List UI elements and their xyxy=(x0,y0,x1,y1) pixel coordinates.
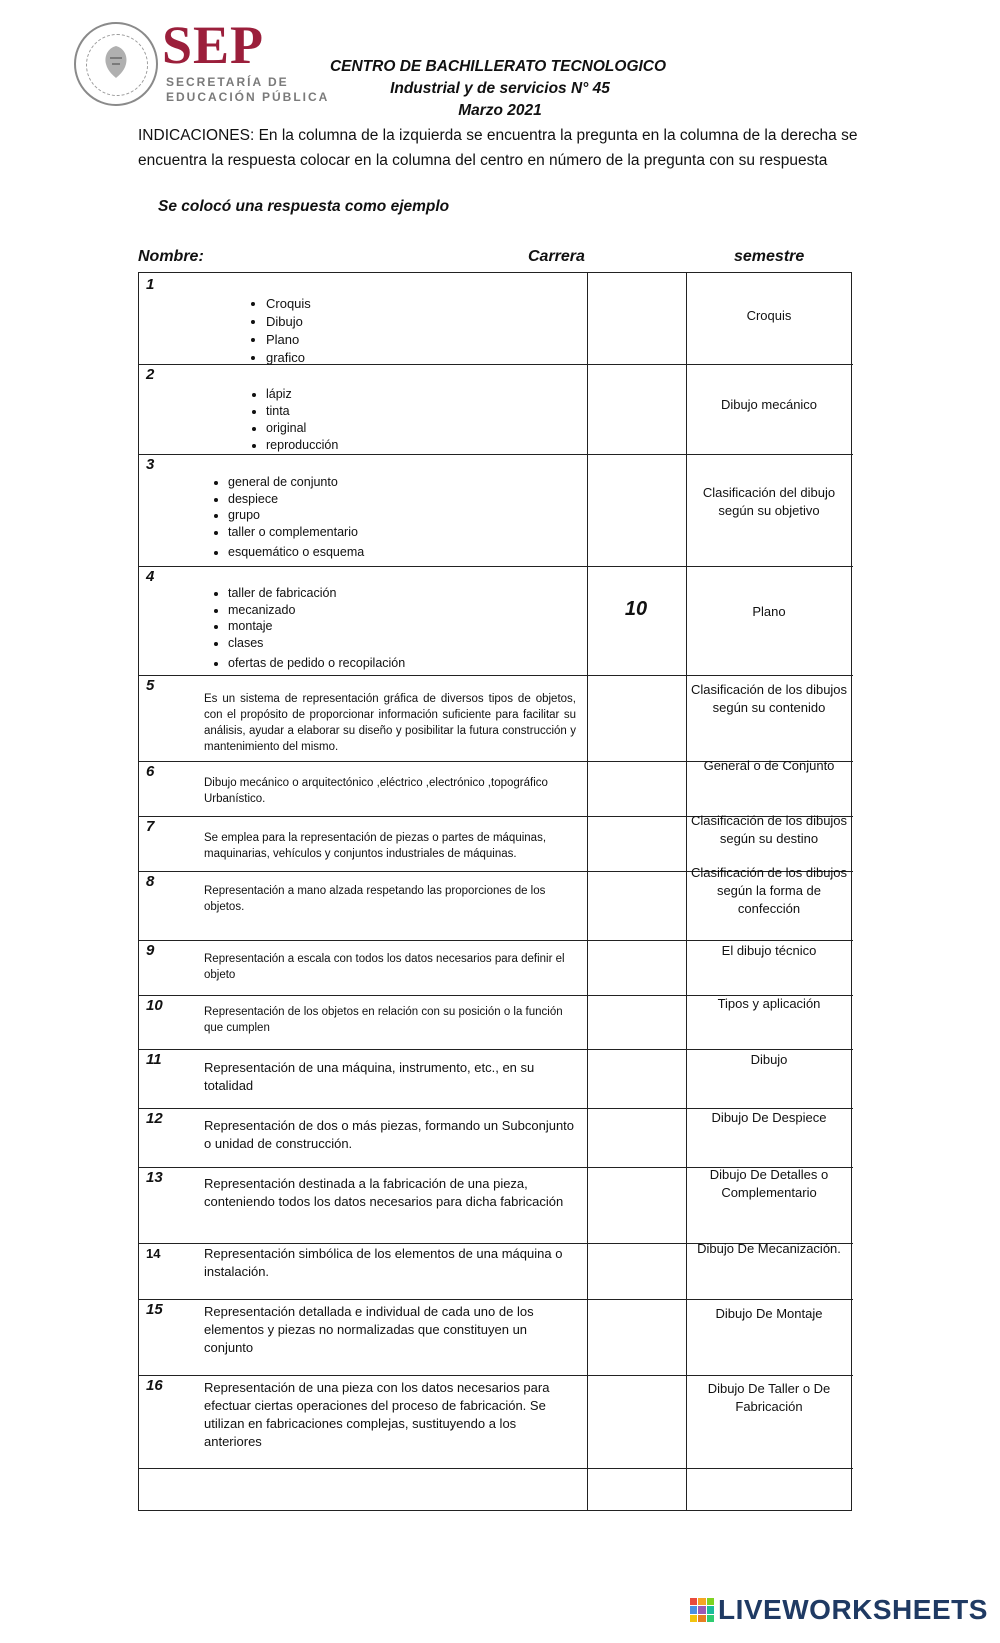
answer-text: Clasificación de los dibujos según la forma de confección xyxy=(690,865,848,916)
question-number: 8 xyxy=(146,873,155,890)
answer-text: Clasificación del dibujo según su objetivo xyxy=(702,485,836,518)
question-number: 4 xyxy=(146,568,155,585)
question-text: Representación de una pieza con los datos necesarios para efectuar ciertas operaciones del proceso de fabricación. Se utilizan en fabricaciones complejas, sustituyendo a los anteriores xyxy=(204,1380,550,1449)
list-item: • reproducción xyxy=(266,437,338,454)
question-number: 13 xyxy=(146,1169,163,1186)
question-text: Dibujo mecánico o arquitectónico ,eléctrico ,electrónico ,topográfico Urbanístico. xyxy=(204,777,548,805)
career-label: Carrera xyxy=(528,248,585,265)
question-number: 9 xyxy=(146,942,155,959)
question-number: 14 xyxy=(146,1246,161,1261)
question-number: 6 xyxy=(146,763,155,780)
liveworksheets-brand xyxy=(690,1594,988,1626)
name-label: Nombre: xyxy=(138,248,204,265)
answer-text: Dibujo De Mecanización. xyxy=(697,1241,841,1256)
answer-text: Clasificación de los dibujos según su destino xyxy=(690,813,848,846)
question-text: Representación a mano alzada respetando las proporciones de los objetos. xyxy=(204,885,546,913)
answer-text: El dibujo técnico xyxy=(721,943,817,958)
answer-text: General o de Conjunto xyxy=(703,758,835,773)
question-2-list xyxy=(248,386,338,454)
question-text: Representación detallada e individual de cada uno de los elementos y piezas no normalizadas que constituyen un conjunto xyxy=(204,1304,534,1355)
question-number: 3 xyxy=(146,456,155,473)
question-text: Representación destinada a la fabricación de una pieza, conteniendo todos los datos necesarios para dicha fabricación xyxy=(204,1176,564,1209)
list-item: • taller de fabricación xyxy=(228,585,405,602)
list-item: • Dibujo xyxy=(266,313,311,331)
list-item: • lápiz xyxy=(266,386,338,403)
list-item: • Plano xyxy=(266,331,311,349)
example-answer-number[interactable]: 10 xyxy=(624,598,648,620)
question-4-list xyxy=(210,585,405,672)
question-1-list xyxy=(248,295,311,367)
question-number: 5 xyxy=(146,677,155,694)
answer-text: Clasificación de los dibujos según su contenido xyxy=(690,682,848,715)
example-note: Se colocó una respuesta como ejemplo xyxy=(158,198,450,215)
list-item: • taller o complementario xyxy=(228,524,364,541)
question-number: 2 xyxy=(146,366,155,383)
question-text: Es un sistema de representación gráfica de diversos tipos de objetos, con el propósito de proporcionar información suficiente para facilitar su análisis, ayudar a elaborar su diseño y posibilitar la futura construcción y mantenimiento del mismo. xyxy=(204,693,576,753)
answer-text: Dibujo De Despiece xyxy=(711,1110,827,1125)
answer-text: Dibujo De Taller o De Fabricación xyxy=(707,1381,831,1414)
sep-logo-line2: EDUCACIÓN PÚBLICA xyxy=(166,90,330,104)
question-3-list xyxy=(210,474,364,561)
sep-logo-title: SEP xyxy=(162,15,265,75)
question-text: Representación simbólica de los elementos de una máquina o instalación. xyxy=(204,1246,563,1279)
list-item: • grafico xyxy=(266,349,311,367)
list-item: • ofertas de pedido o recopilación xyxy=(228,655,405,672)
question-number: 1 xyxy=(146,276,155,293)
question-text: Representación de los objetos en relación con su posición o la función que cumplen xyxy=(204,1006,563,1034)
answer-text: Dibujo xyxy=(750,1052,788,1067)
question-number: 16 xyxy=(146,1377,163,1394)
question-text: Representación de dos o más piezas, formando un Subconjunto o unidad de construcción. xyxy=(204,1118,575,1151)
answer-text: Dibujo De Detalles o Complementario xyxy=(709,1167,829,1200)
liveworksheets-brand-text: LIVEWORKSHEETS xyxy=(718,1594,988,1625)
question-text: Se emplea para la representación de piezas o partes de máquinas, maquinarias, vehículos y conjuntos industriales de máquinas. xyxy=(204,832,547,860)
document-date: Marzo 2021 xyxy=(458,102,542,119)
question-number: 10 xyxy=(146,997,163,1014)
list-item: • esquemático o esquema xyxy=(228,544,364,561)
list-item: • mecanizado xyxy=(228,602,405,619)
semester-label: semestre xyxy=(734,248,805,265)
question-number: 11 xyxy=(146,1051,162,1068)
answer-text: Tipos y aplicación xyxy=(717,996,821,1011)
sep-logo-line1: SECRETARÍA DE xyxy=(166,75,289,89)
list-item: • despiece xyxy=(228,491,364,508)
question-text: Representación de una máquina, instrumento, etc., en su totalidad xyxy=(204,1060,535,1093)
school-subtitle: Industrial y de servicios N° 45 xyxy=(390,80,610,97)
question-number: 15 xyxy=(146,1301,163,1318)
liveworksheets-logo-icon xyxy=(690,1598,714,1622)
school-name: CENTRO DE BACHILLERATO TECNOLOGICO xyxy=(329,58,667,75)
list-item: • montaje xyxy=(228,618,405,635)
answer-text: Croquis xyxy=(746,308,792,323)
answer-text: Plano xyxy=(752,604,786,619)
instructions: INDICACIONES: En la columna de la izquierda se encuentra la pregunta en la columna de la derecha se encuentra la respuesta colocar en la columna del centro en número de la pregunta con su respuesta xyxy=(138,127,858,169)
answer-text: Dibujo De Montaje xyxy=(715,1306,823,1321)
question-text: Representación a escala con todos los datos necesarios para definir el objeto xyxy=(204,953,565,981)
list-item: • tinta xyxy=(266,403,338,420)
list-item: • grupo xyxy=(228,507,364,524)
list-item: • general de conjunto xyxy=(228,474,364,491)
list-item: • clases xyxy=(228,635,405,652)
question-number: 12 xyxy=(146,1110,163,1127)
answer-text: Dibujo mecánico xyxy=(720,397,818,412)
list-item: • Croquis xyxy=(266,295,311,313)
list-item: • original xyxy=(266,420,338,437)
question-number: 7 xyxy=(146,818,155,835)
